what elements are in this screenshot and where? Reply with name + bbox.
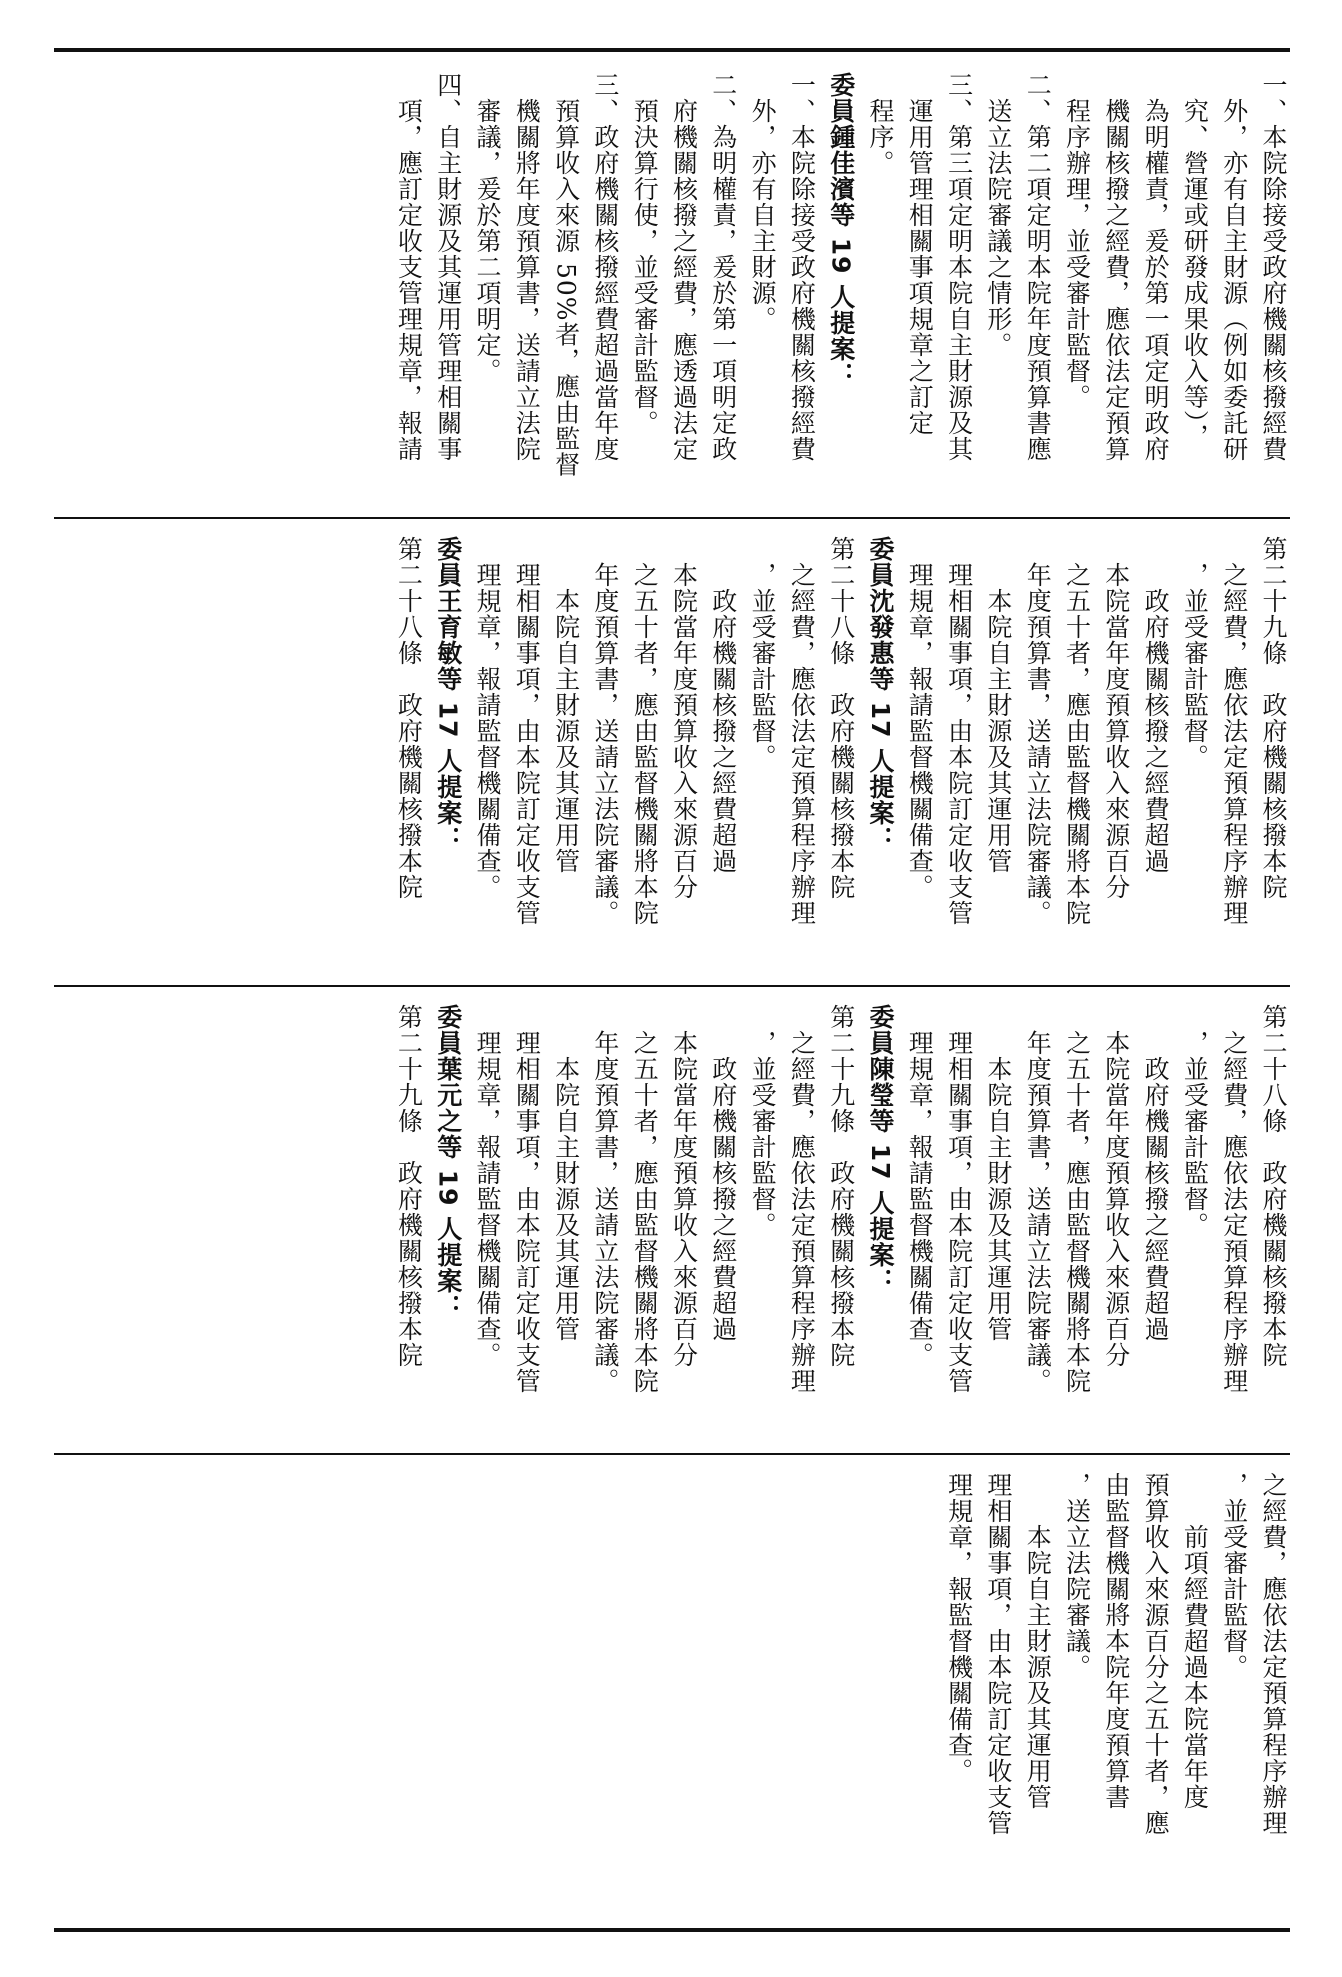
text-column: 年度預算書，送請立法院審議。 [1023, 536, 1053, 926]
text-column: 前項經費超過本院當年度 [1180, 1472, 1210, 1810]
text-column: 第二十九條 政府機關核撥本院 [1259, 536, 1288, 900]
proposal-heading: 委員沈發惠等 17 人提案： [866, 536, 895, 853]
text-column: 之經費，應依法定預算程序辦理 [1259, 1472, 1288, 1836]
text-column: 預決算行使，並受審計監督。 [630, 72, 660, 436]
text-column: 由監督機關將本院年度預算書 [1101, 1472, 1131, 1810]
text-column: 三、政府機關核撥經費超過當年度 [590, 72, 620, 462]
text-column: 本院當年度預算收入來源百分 [1101, 1004, 1131, 1368]
proposal-heading: 委員陳瑩等 17 人提案： [866, 1004, 895, 1295]
text-column: 之經費，應依法定預算程序辦理 [787, 536, 817, 926]
band-1 [0, 58, 1342, 515]
text-column: 之五十者，應由監督機關將本院 [1062, 1004, 1092, 1394]
text-column: 第二十九條 政府機關核撥本院 [394, 1004, 424, 1368]
band-3 [0, 990, 1342, 1451]
text-column: 理規章，報請監督機關備查。 [473, 536, 502, 900]
text-column: 本院當年度預算收入來源百分 [669, 536, 699, 900]
text-column: ，並受審計監督。 [1180, 1004, 1210, 1238]
text-column: 一、本院除接受政府機關核撥經費 [1259, 72, 1288, 462]
band-2 [0, 522, 1342, 983]
band-separator [54, 1453, 1290, 1455]
text-column: ，並受審計監督。 [1180, 536, 1210, 770]
text-column: 三、第三項定明本院自主財源及其 [944, 72, 974, 462]
text-column: 四、自主財源及其運用管理相關事 [433, 72, 463, 462]
text-column: 為明權責，爰於第一項定明政府 [1141, 72, 1171, 462]
text-column: 本院當年度預算收入來源百分 [669, 1004, 699, 1368]
text-column: 理規章，報請監督機關備查。 [473, 1004, 502, 1368]
text-column: 第二十八條 政府機關核撥本院 [394, 536, 424, 900]
text-column: 理相關事項，由本院訂定收支管 [944, 1004, 974, 1394]
text-column: 機關將年度預算書，送請立法院 [512, 72, 542, 462]
text-column: 理相關事項，由本院訂定收支管 [512, 1004, 542, 1394]
text-column: ，並受審計監督。 [1219, 1472, 1249, 1680]
text-column: 審議，爰於第二項明定。 [473, 72, 502, 384]
text-column: 政府機關核撥之經費超過 [1141, 1004, 1171, 1342]
text-column: 二、為明權責，爰於第一項明定政 [708, 72, 738, 462]
text-column: 年度預算書，送請立法院審議。 [1023, 1004, 1053, 1394]
text-column: 本院自主財源及其運用管 [983, 1004, 1013, 1342]
text-column: 機關核撥之經費，應依法定預算 [1101, 72, 1131, 462]
text-column: ，並受審計監督。 [748, 536, 778, 770]
text-column: 本院自主財源及其運用管 [1023, 1472, 1053, 1810]
text-column: 預算收入來源 50%者，應由監督 [551, 72, 581, 478]
text-column: 之經費，應依法定預算程序辦理 [787, 1004, 817, 1394]
text-column: 之經費，應依法定預算程序辦理 [1219, 1004, 1249, 1394]
text-column: 之五十者，應由監督機關將本院 [1062, 536, 1092, 926]
text-column: 之五十者，應由監督機關將本院 [630, 1004, 660, 1394]
text-column: 送立法院審議之情形。 [983, 72, 1013, 358]
text-column: 外，亦有自主財源。 [748, 72, 778, 332]
text-column: 究、營運或研發成果收入等）， [1180, 72, 1210, 450]
band-separator [54, 985, 1290, 987]
band-separator [54, 517, 1290, 519]
text-column: 外，亦有自主財源（例如委託研 [1219, 72, 1249, 462]
text-column: 政府機關核撥之經費超過 [1141, 536, 1171, 874]
text-column: 項，應訂定收支管理規章，報請 [394, 72, 424, 462]
text-column: 第二十九條 政府機關核撥本院 [826, 1004, 856, 1368]
text-column: 本院自主財源及其運用管 [551, 536, 581, 874]
text-column: 第二十八條 政府機關核撥本院 [826, 536, 856, 900]
text-column: 理規章，報請監督機關備查。 [905, 1004, 935, 1368]
text-column: 理相關事項，由本院訂定收支管 [944, 536, 974, 926]
text-column: 一、本院除接受政府機關核撥經費 [787, 72, 817, 462]
proposal-heading: 委員鍾佳濱等 19 人提案： [826, 72, 856, 389]
text-column: 理規章，報監督機關備查。 [944, 1472, 974, 1784]
text-column: 程序辦理，並受審計監督。 [1062, 72, 1092, 410]
text-column: ，並受審計監督。 [748, 1004, 778, 1238]
text-column: 本院自主財源及其運用管 [551, 1004, 581, 1342]
band-4 [0, 1458, 1342, 1925]
text-column: 之經費，應依法定預算程序辦理 [1219, 536, 1249, 926]
text-column: 理相關事項，由本院訂定收支管 [983, 1472, 1013, 1836]
text-column: 年度預算書，送請立法院審議。 [590, 1004, 620, 1394]
text-column: 府機關核撥之經費，應透過法定 [669, 72, 699, 462]
text-column: 政府機關核撥之經費超過 [708, 1004, 738, 1342]
text-column: 二、第二項定明本院年度預算書應 [1023, 72, 1053, 462]
top-rule [54, 48, 1290, 52]
text-column: 本院自主財源及其運用管 [983, 536, 1013, 874]
text-column: 理規章，報請監督機關備查。 [905, 536, 935, 900]
proposal-heading: 委員葉元之等 19 人提案： [433, 1004, 463, 1321]
text-column: 預算收入來源百分之五十者，應 [1141, 1472, 1171, 1836]
text-column: 政府機關核撥之經費超過 [708, 536, 738, 874]
text-column: 程序。 [866, 72, 895, 176]
text-column: 第二十八條 政府機關核撥本院 [1259, 1004, 1288, 1368]
text-column: 年度預算書，送請立法院審議。 [590, 536, 620, 926]
proposal-heading: 委員王育敏等 17 人提案： [433, 536, 463, 853]
bottom-rule [54, 1928, 1290, 1932]
text-column: 之五十者，應由監督機關將本院 [630, 536, 660, 926]
text-column: 運用管理相關事項規章之訂定 [905, 72, 935, 436]
text-column: 理相關事項，由本院訂定收支管 [512, 536, 542, 926]
text-column: ，送立法院審議。 [1062, 1472, 1092, 1680]
text-column: 本院當年度預算收入來源百分 [1101, 536, 1131, 900]
